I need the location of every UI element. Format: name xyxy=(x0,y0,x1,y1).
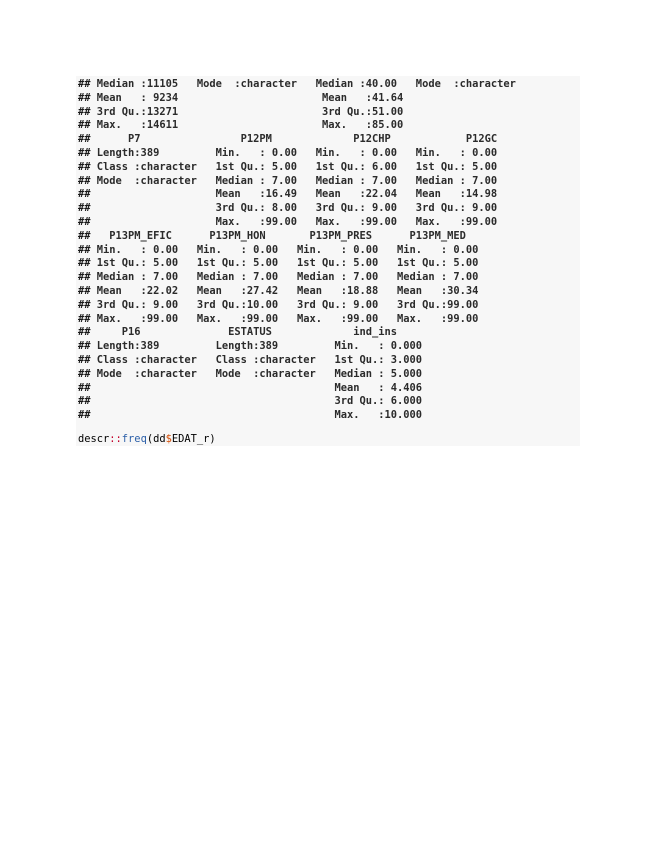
output-line xyxy=(78,257,580,271)
output-text: Length:389 Length:389 Min. : 0.000 xyxy=(90,340,423,353)
output-line xyxy=(78,271,580,285)
code-dollar-operator: $ xyxy=(165,432,172,445)
output-line xyxy=(78,106,580,120)
output-line xyxy=(78,382,580,396)
output-text: Median :11105 Mode :character Median :40.00 Mode :character xyxy=(90,78,516,90)
output-prefix: ## xyxy=(78,78,91,90)
output-text: Mean : 9234 Mean :41.64 xyxy=(90,91,404,104)
output-prefix: ## xyxy=(78,119,91,132)
output-header-line xyxy=(78,133,580,147)
output-text: Mean :16.49 Mean :22.04 Mean :14.98 xyxy=(90,188,498,201)
output-line xyxy=(78,78,580,92)
output-line xyxy=(78,313,580,327)
output-header-line xyxy=(78,230,580,244)
output-text: Class :character 1st Qu.: 5.00 1st Qu.: 6.00 1st Qu.: 5.00 xyxy=(90,160,498,173)
output-text: Min. : 0.00 Min. : 0.00 Min. : 0.00 Min. : 0.00 xyxy=(90,243,479,256)
code-namespace-operator: :: xyxy=(109,432,122,445)
output-prefix: ## xyxy=(78,257,91,270)
output-text: Max. :10.000 xyxy=(90,409,423,422)
code-package-name: descr xyxy=(78,432,110,445)
output-prefix: ## xyxy=(78,215,91,228)
output-line xyxy=(78,395,580,409)
output-prefix: ## xyxy=(78,381,91,394)
output-prefix: ## xyxy=(78,298,91,311)
code-object-name: dd xyxy=(153,432,166,445)
output-line xyxy=(78,147,580,161)
output-header-line xyxy=(78,326,580,340)
output-prefix: ## xyxy=(78,105,91,118)
code-variable-name: EDAT_r xyxy=(171,432,210,445)
output-text: Length:389 Min. : 0.00 Min. : 0.00 Min. : 0.00 xyxy=(90,146,498,159)
output-text: Median : 7.00 Median : 7.00 Median : 7.00 Median : 7.00 xyxy=(90,271,479,284)
output-line xyxy=(78,216,580,230)
output-prefix: ## xyxy=(78,340,91,353)
output-text: Mode :character Mode :character Median : 5.000 xyxy=(90,367,423,380)
output-line xyxy=(78,340,580,354)
output-prefix: ## xyxy=(78,133,91,146)
output-line xyxy=(78,161,580,175)
code-open-paren: ( xyxy=(146,432,154,445)
output-prefix: ## xyxy=(78,160,91,173)
output-line xyxy=(78,175,580,189)
output-prefix: ## xyxy=(78,353,91,366)
output-line xyxy=(78,409,580,423)
output-text: Class :character Class :character 1st Qu.: 3.000 xyxy=(90,353,423,366)
output-prefix: ## xyxy=(78,312,91,325)
output-text: Max. :14611 Max. :85.00 xyxy=(90,119,404,132)
output-line xyxy=(78,299,580,313)
r-code-line xyxy=(78,432,580,446)
output-prefix: ## xyxy=(78,174,91,187)
output-line xyxy=(78,188,580,202)
output-text: Mode :character Median : 7.00 Median : 7.00 Median : 7.00 xyxy=(90,174,498,187)
output-prefix: ## xyxy=(78,202,91,215)
r-output-block xyxy=(76,76,580,446)
output-text: 3rd Qu.:13271 3rd Qu.:51.00 xyxy=(90,105,404,118)
output-line xyxy=(78,202,580,216)
output-text: 3rd Qu.: 9.00 3rd Qu.:10.00 3rd Qu.: 9.00 3rd Qu.:99.00 xyxy=(90,298,479,311)
output-text: 1st Qu.: 5.00 1st Qu.: 5.00 1st Qu.: 5.00 1st Qu.: 5.00 xyxy=(90,257,479,270)
output-text: Max. :99.00 Max. :99.00 Max. :99.00 Max. :99.00 xyxy=(90,312,479,325)
output-text: P16 ESTATUS ind_ins xyxy=(90,326,398,339)
output-line xyxy=(78,285,580,299)
output-line xyxy=(78,92,580,106)
output-prefix: ## xyxy=(78,395,91,408)
code-function-name: freq xyxy=(121,432,147,445)
output-line xyxy=(78,119,580,133)
output-line xyxy=(78,368,580,382)
output-prefix: ## xyxy=(78,229,91,242)
output-text: P7 P12PM P12CHP P12GC xyxy=(90,133,498,146)
output-line xyxy=(78,244,580,258)
output-prefix: ## xyxy=(78,188,91,201)
output-text: Mean : 4.406 xyxy=(90,381,423,394)
output-prefix: ## xyxy=(78,243,91,256)
output-line xyxy=(78,354,580,368)
output-text: Mean :22.02 Mean :27.42 Mean :18.88 Mean :30.34 xyxy=(90,284,479,297)
output-prefix: ## xyxy=(78,91,91,104)
output-text: 3rd Qu.: 8.00 3rd Qu.: 9.00 3rd Qu.: 9.00 xyxy=(90,202,498,215)
output-prefix: ## xyxy=(78,146,91,159)
output-prefix: ## xyxy=(78,271,91,284)
output-text: 3rd Qu.: 6.000 xyxy=(90,395,423,408)
code-close-paren: ) xyxy=(209,432,216,445)
output-prefix: ## xyxy=(78,367,91,380)
output-prefix: ## xyxy=(78,326,91,339)
output-prefix: ## xyxy=(78,284,91,297)
output-text: Max. :99.00 Max. :99.00 Max. :99.00 xyxy=(90,215,498,228)
output-text: P13PM_EFIC P13PM_HON P13PM_PRES P13PM_MED xyxy=(90,229,466,242)
output-prefix: ## xyxy=(78,409,91,422)
